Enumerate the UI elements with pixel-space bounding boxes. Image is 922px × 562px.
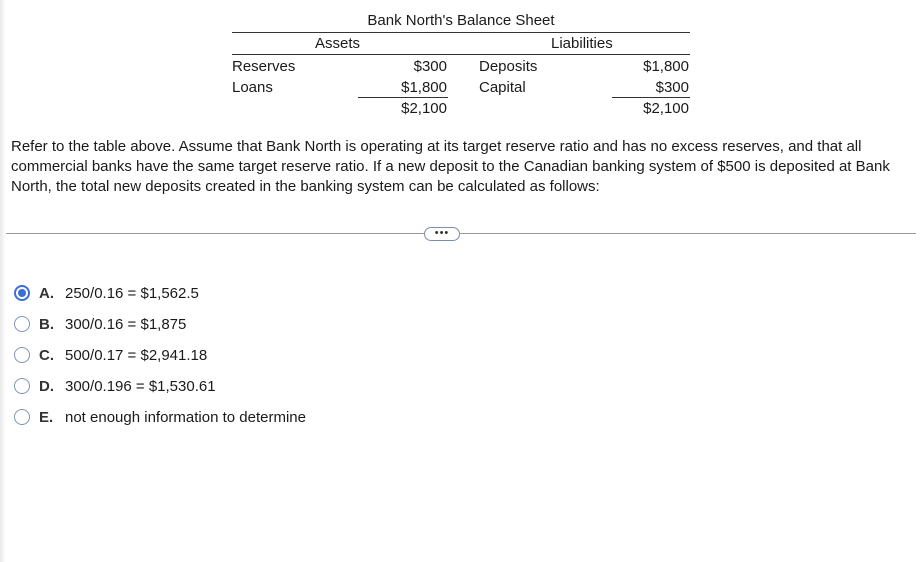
question-text: Refer to the table above. Assume that Bank North is operating at its target reserve ratio and has no excess reserves, and that all commercial banks have the same target reserve ratio. If a new deposit to the Canadian banking system of $500 is deposited at Bank North, the total new deposits created in the banking system can be calculated as follows: bbox=[11, 138, 890, 195]
radio-icon[interactable] bbox=[14, 409, 30, 425]
assets-header: Assets bbox=[315, 35, 361, 52]
option-text: 300/0.16 = $1,875 bbox=[65, 315, 187, 333]
option-letter: E. bbox=[39, 408, 54, 426]
option-letter: C. bbox=[39, 346, 54, 364]
header-top-rule bbox=[232, 32, 690, 33]
asset-label-reserves: Reserves bbox=[232, 58, 296, 75]
radio-selected-icon[interactable] bbox=[14, 285, 30, 301]
assets-sum-rule bbox=[358, 97, 448, 98]
balance-sheet-title: Bank North's Balance Sheet bbox=[367, 12, 555, 29]
option-e[interactable] bbox=[14, 407, 306, 427]
header-bottom-rule bbox=[232, 54, 690, 55]
option-letter: B. bbox=[39, 315, 54, 333]
option-letter: D. bbox=[39, 377, 54, 395]
liabilities-header: Liabilities bbox=[551, 35, 613, 52]
radio-icon[interactable] bbox=[14, 347, 30, 363]
left-edge-shadow bbox=[0, 0, 6, 562]
section-divider bbox=[6, 233, 916, 234]
liabilities-sum-rule bbox=[612, 97, 690, 98]
option-text: 500/0.17 = $2,941.18 bbox=[65, 346, 208, 364]
option-a[interactable] bbox=[14, 283, 199, 303]
liability-label-capital: Capital bbox=[479, 79, 526, 96]
option-text: 250/0.16 = $1,562.5 bbox=[65, 284, 199, 302]
radio-icon[interactable] bbox=[14, 316, 30, 332]
asset-label-loans: Loans bbox=[232, 79, 273, 96]
more-options-button[interactable]: ••• bbox=[424, 227, 460, 241]
asset-value-loans: $1,800 bbox=[401, 79, 447, 96]
radio-icon[interactable] bbox=[14, 378, 30, 394]
asset-value-reserves: $300 bbox=[413, 58, 447, 75]
option-c[interactable] bbox=[14, 345, 207, 365]
liability-value-capital: $300 bbox=[655, 79, 689, 96]
option-b[interactable] bbox=[14, 314, 186, 334]
liability-value-deposits: $1,800 bbox=[643, 58, 689, 75]
assets-total: $2,100 bbox=[401, 100, 447, 117]
option-d[interactable] bbox=[14, 376, 216, 396]
option-text: not enough information to determine bbox=[65, 408, 306, 426]
liability-label-deposits: Deposits bbox=[479, 58, 538, 75]
option-letter: A. bbox=[39, 284, 54, 302]
option-text: 300/0.196 = $1,530.61 bbox=[65, 377, 216, 395]
liabilities-total: $2,100 bbox=[643, 100, 689, 117]
